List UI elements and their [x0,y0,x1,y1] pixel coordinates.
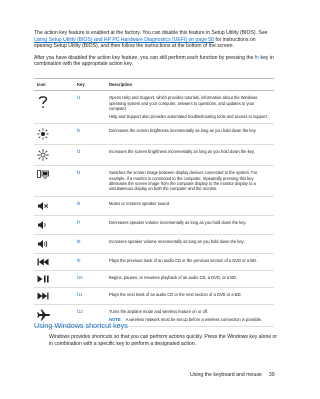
table-row [34,270,274,287]
brightness-down-icon [34,124,74,145]
key-label: f12 [74,304,106,327]
previous-track-icon [34,253,74,270]
intro-text [34,30,274,73]
key-label: f2 [74,124,106,145]
setup-utility-link[interactable]: Using Setup Utility (BIOS) and HP PC Hardware Diagnostics (UEFI) on page 58 [34,36,214,43]
table-row [34,91,274,124]
description-text: Increases speaker volume incrementally as long as you hold down the key. [109,238,245,244]
fn-key-label: fn [254,54,260,61]
key-label: f10 [74,270,106,287]
key-label: f3 [74,145,106,166]
intro-text-part: key in combination with the appropriate action key. [34,54,274,68]
key-description [106,124,274,145]
key-column-header: Key [74,79,106,91]
key-description [106,253,274,270]
page-number: 39 [268,372,275,378]
intro-text-part: The action key feature is enabled at the factory. You can disable this feature in Setup Utility (BIOS). See [34,30,268,36]
display-switch-icon [34,166,74,196]
description-text: Plays the next track of an audio CD or the next section of a DVD or a BD. [109,291,242,297]
intro-text-part: After you have disabled the action key feature, you can still perform each function by pressing the [34,54,255,61]
key-description [106,166,274,196]
table-row [34,145,274,166]
note [109,317,272,322]
icon-column-header: Icon [34,79,74,91]
next-track-icon [34,287,74,304]
shortcuts-description: Windows provides shortcuts so that you can perform actions quickly. Press the Windows key alone or in combination with a specific key to perform a designated action. [49,334,278,347]
description-text: Decreases speaker volume incrementally as long as you hold down the key. [109,219,247,225]
key-description [106,270,274,287]
table-row [34,253,274,270]
description-text: Turns the airplane mode and wireless feature on or off. [109,308,209,314]
key-label: f1 [74,91,106,124]
brightness-up-icon [34,145,74,166]
volume-up-icon [34,234,74,253]
key-label: f6 [74,196,106,215]
help-icon [34,91,74,124]
key-description [106,234,274,253]
description-text: Opens Help and Support, which provides tutorials, information about the Windows operating system and your computer, answers to questions, and updates to your computer. [109,95,258,111]
table-row [34,196,274,215]
table-row [34,287,274,304]
table-row [34,124,274,145]
footer-section-title: Using the keyboard and mouse [190,372,262,378]
play-pause-icon [34,270,74,287]
description-text: Increases the screen brightness incrementally as long as you hold down the key. [109,149,255,155]
key-label: f8 [74,234,106,253]
key-description [106,145,274,166]
intro-paragraph-2 [34,55,274,68]
intro-text-part: for instructions on opening Setup Utility (BIOS), and then follow the instructions at the bottom of the screen. [34,36,256,50]
table-row [34,166,274,196]
description-text: Switches the screen image between display devices connected to the system. For example, if a monitor is connected to the computer, repeatedly pressing this key alternates the screen image from the computer display to the monitor display to a simultaneous display on both the computer and the monitor. [109,170,258,192]
key-description [106,91,274,124]
note-label: NOTE: [109,316,122,322]
table-header-row [34,79,274,91]
description-text: Mutes or restores speaker sound. [109,200,170,206]
action-keys-table [34,78,274,327]
key-description [106,196,274,215]
section-heading: Using Windows shortcut keys [34,321,128,330]
description-text: Help and Support also provides automated troubleshooting tools and access to support. [109,114,268,120]
key-label: f11 [74,287,106,304]
table-row [34,215,274,234]
table-row [34,234,274,253]
key-description [106,304,274,327]
volume-down-icon [34,215,74,234]
key-label: f7 [74,215,106,234]
mute-icon [34,196,74,215]
intro-paragraph-1 [34,30,274,50]
description-text: Decreases the screen brightness incrementally as long as you hold down the key. [109,128,257,134]
key-description [106,287,274,304]
key-label: f9 [74,253,106,270]
description-text: Begins, pauses, or resumes playback of an audio CD, a DVD, or a BD. [109,274,238,280]
page-footer [190,372,275,378]
note-text: A wireless network must be set up before a wireless connection is possible. [125,316,263,322]
key-label: f4 [74,166,106,196]
key-description [106,215,274,234]
description-text: Plays the previous track of an audio CD or the previous section of a DVD or a BD. [109,257,258,263]
description-column-header: Description [106,79,274,91]
